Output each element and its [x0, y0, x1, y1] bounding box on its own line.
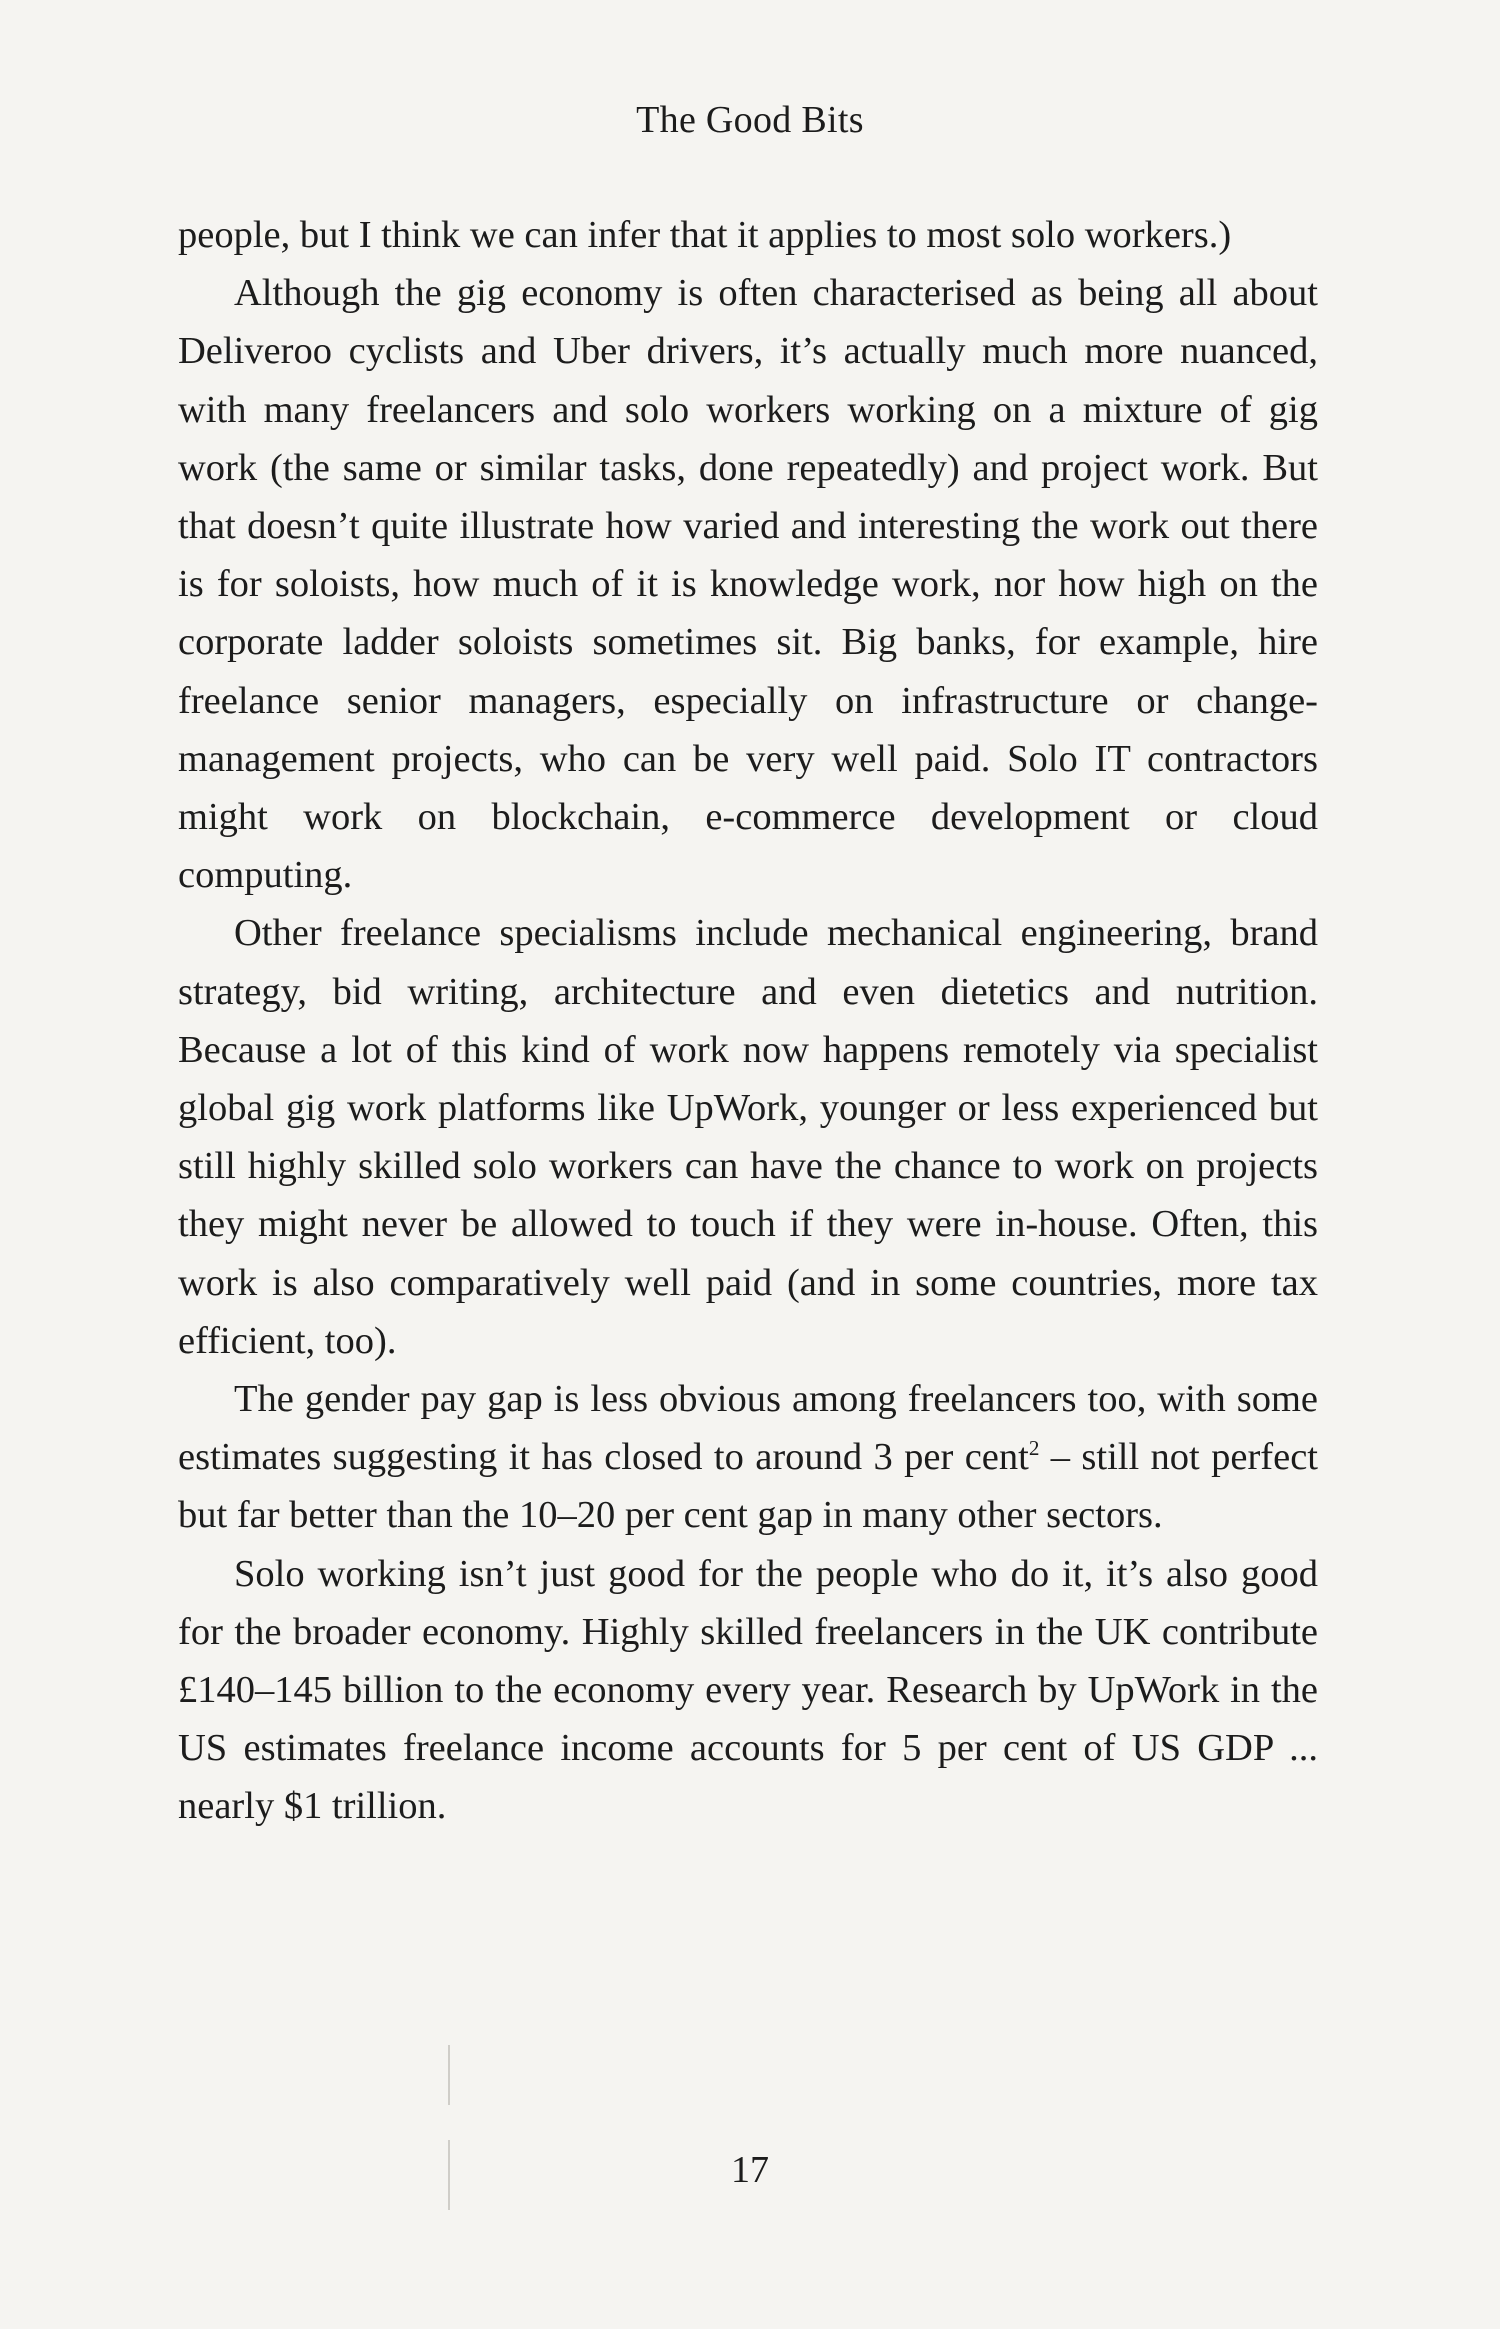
body-text	[178, 206, 1318, 1836]
scan-artifact-line	[448, 2045, 450, 2105]
paragraph: people, but I think we can infer that it applies to most solo workers.)	[178, 214, 1232, 256]
paragraph-text: – still not perfect but far better than the 10–20 per cent gap in many other sectors.	[178, 1436, 1318, 1537]
footnote-marker: 2	[1028, 1436, 1040, 1461]
page-number: 17	[731, 2149, 769, 2191]
paragraph: Other freelance specialisms include mechanical engineering, brand strategy, bid writing, architecture and even dietetics and nutrition. Because a lot of this kind of work now happens remotely via specialist global gig work platforms like UpWork, younger or less experienced but still highly skilled solo workers can have the chance to work on projects they might never be allowed to touch if they were in-house. Often, this work is also comparatively well paid (and in some countries, more tax efficient, too).	[178, 912, 1318, 1362]
paragraph: Solo working isn’t just good for the people who do it, it’s also good for the broader economy. Highly skilled freelancers in the UK contribute £140–145 billion to the economy every year. Research by UpWork in the US estimates freelance income accounts for 5 per cent of US GDP ... nearly $1 trillion.	[178, 1552, 1318, 1828]
running-head: The Good Bits	[636, 99, 864, 141]
paragraph-text: The gender pay gap is less obvious among freelancers too, with some estimates suggesting it has closed to around 3 per cent	[178, 1378, 1318, 1479]
paragraph: Although the gig economy is often characterised as being all about Deliveroo cyclists and Uber drivers, it’s actually much more nuanced, with many freelancers and solo workers working on a mixture of gig work (the same or similar tasks, done repeatedly) and project work. But that doesn’t quite illustrate how varied and interesting the work out there is for soloists, how much of it is knowledge work, nor how high on the corporate ladder soloists sometimes sit. Big banks, for example, hire freelance senior managers, especially on infrastructure or change-management projects, who can be very well paid. Solo IT contractors might work on blockchain, e-commerce development or cloud computing.	[178, 272, 1318, 897]
paragraph	[178, 1370, 1318, 1545]
